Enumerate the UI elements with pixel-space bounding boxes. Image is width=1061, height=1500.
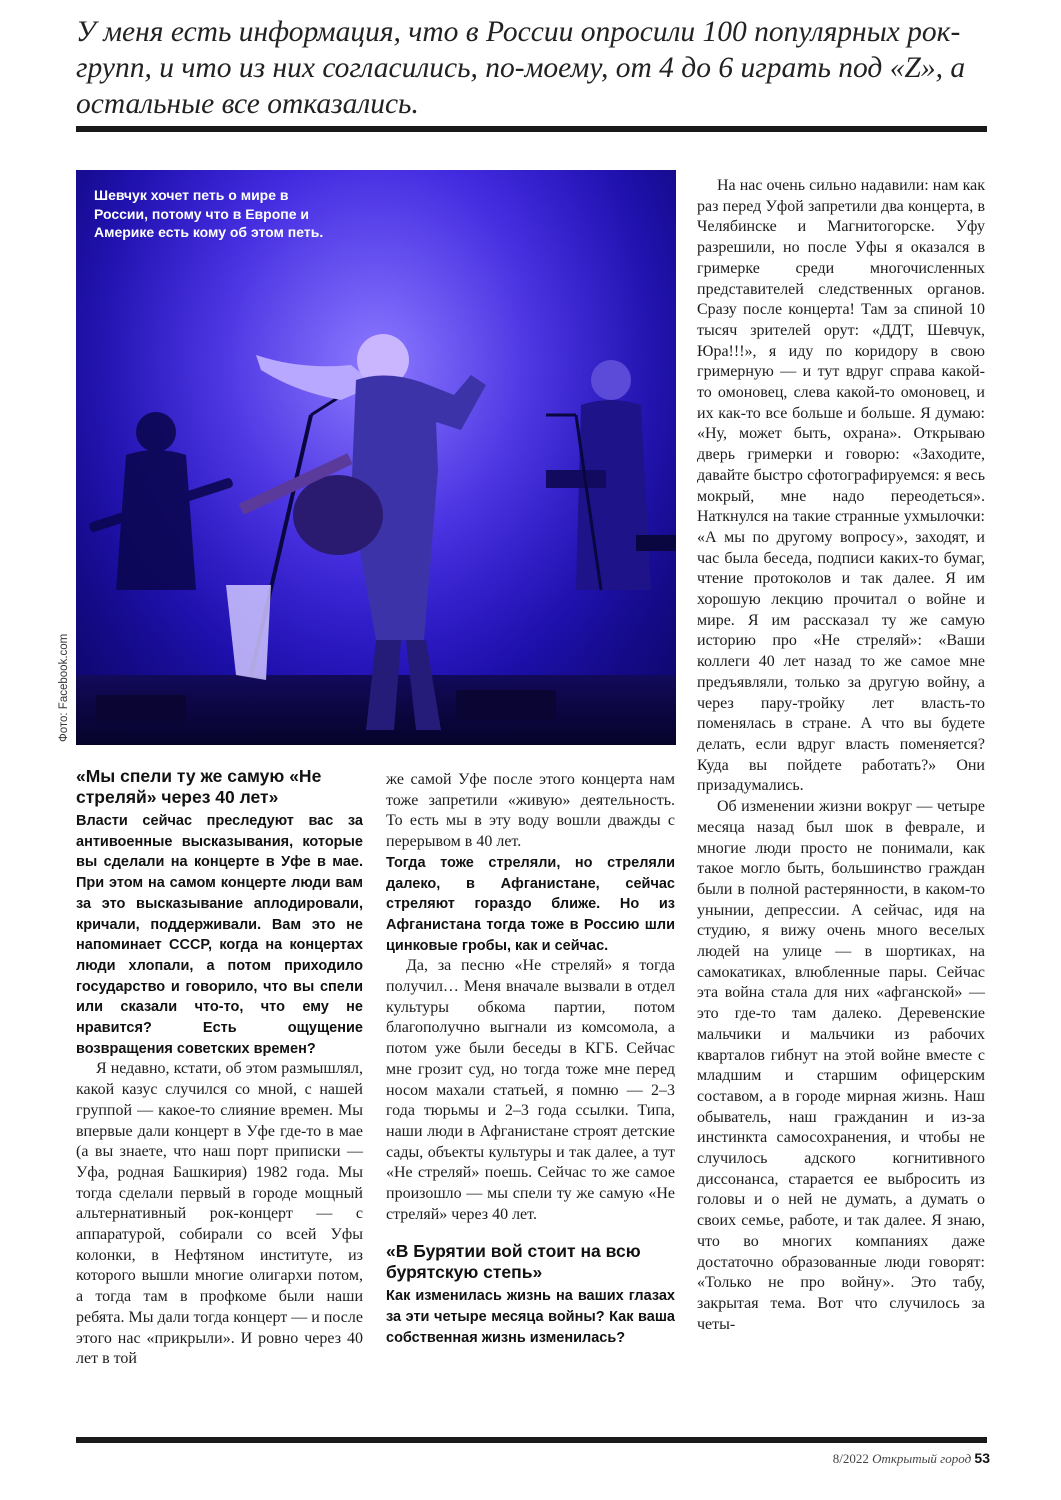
page-number: 53 <box>974 1450 990 1466</box>
bottom-rule <box>76 1437 987 1443</box>
pull-quote: У меня есть информация, что в России опросили 100 популярных рок-групп, и что из них согласились, по-моему, от 4 до 6 играть под «Z», а остальные все отказались. <box>76 16 966 120</box>
section-heading-1: «Мы спели ту же самую «Не стреляй» через 40 лет» <box>76 766 322 807</box>
interview-question-2: Тогда тоже стреляли, но стреляли далеко, в Афганистане, сейчас стреляют гораздо ближе. Но из Афганистана тогда тоже в Россию шли цинковые гробы, как и сейчас. <box>386 854 675 954</box>
concert-illustration <box>76 170 676 745</box>
issue-number: 8/2022 <box>832 1451 869 1466</box>
interview-answer-4: Об изменении жизни вокруг — четыре месяца назад был шок в феврале, и многие люди просто не понимали, как такое могло быть, большинство граждан были в полной растерянности, в каком-то унынии, депрессии. А сейчас, идя на студию, я вижу очень много веселых людей на улице — в шортиках, на самокатиках, влюбленные пары. Сейчас эта война стала для них «афганской» — это где-то там далеко. Деревенские мальчики и мальчики из рабочих кварталов гибнут на этой войне вместе с младшим и старшим офицерским составом, а в городе мирная жизнь. Наш обыватель, наш гражданин и из-за инстинкта самосохранения, и чтобы не случилось адского когнитивного диссонанса, старается ее выбросить из головы и о ней не думать, а думать о своих семье, работе, и так далее. Я знаю, что во многих компаниях даже достаточно образованные люди говорят: «Только не про войну». Это табу, закрытая тема. Вот что случилось за четы- <box>697 798 985 1333</box>
interview-question-3: Как изменилась жизнь на ваших глазах за эти четыре месяца войны? Как ваша собственная жизнь изменилась? <box>386 1288 675 1346</box>
magazine-name: Открытый город <box>872 1451 972 1466</box>
photo-credit: Фото: Facebook.com <box>58 633 70 742</box>
page-footer <box>800 1450 990 1467</box>
interview-question-1: Власти сейчас преследуют вас за антивоенные высказывания, которые вы сделали на концерте в Уфе в мае. При этом на самом концерте люди вам за это высказывание аплодировали, кричали, поддерживали. Вам это не напоминает СССР, когда на концертах люди хлопали, а потом приходило государство и говорило, что вы спели или сказали что-то, что ему не нравится? Есть ощущение возвращения советских времен? <box>76 813 363 1057</box>
article-column-2 <box>386 770 675 1349</box>
interview-answer-1-continued: же самой Уфе после этого концерта нам тоже запретили «живую» деятельность. То есть мы в эту воду вошли дважды с перерывом в 40 лет. <box>386 771 675 851</box>
interview-answer-2: Да, за песню «Не стреляй» я тогда получил… Меня вначале вызвали в отдел культуры обкома партии, потом благополучно выгнали из комсомола, а потом уже были беседы в КГБ. Сейчас мне грозит суд, но тогда тоже мне перед носом махали статьей, я помню — 2–3 года тюрьмы и 2–3 года ссылки. Типа, наши люди в Афганистане строят детские сады, объекты культуры и так далее, а тут «Не стреляй» поешь. Сейчас то же самое произошло — мы спели ту же самую «Не стреляй» через 40 лет. <box>386 957 675 1223</box>
concert-photo <box>76 170 676 745</box>
article-column-1 <box>76 766 363 1370</box>
interview-answer-1: Я недавно, кстати, об этом размышлял, какой казус случился со мной, с нашей группой — какое-то слияние времен. Мы впервые дали концерт в Уфе где-то в мае (а вы знаете, что наш порт приписки — Уфа, родная Башкирия) 1982 года. Мы тогда сделали первый в городе мощный альтернативный рок-концерт — с аппаратурой, собирали со всей Уфы колонки, в Нефтяном институте, из которого вышли многие олигархи потом, а тогда там в профкоме были наши ребята. Мы дали тогда концерт — и после этого нас «прикрыли». И ровно через 40 лет в той <box>76 1060 363 1368</box>
top-rule <box>76 126 987 132</box>
interview-answer-3: На нас очень сильно надавили: нам как раз перед Уфой запретили два концерта, в Челябинске и Магнитогорске. Уфу разрешили, но после Уфы я оказался в гримерке среди многочисленных представителей следственных органов. Сразу после концерта! Там за спиной 10 тысяч зрителей орут: «ДДТ, Шевчук, Юра!!!», я иду по коридору в свою гримерную — и тут вдруг справа какой-то омоновец, слева какой-то омоновец, и их как-то все больше и больше. Я думаю: «Ну, может быть, охрана». Открываю дверь гримерки и говорю: «Заходите, давайте быстро сфотографируемся: я весь мокрый, мне надо переодеться». Наткнулся на такие странные ухмылочки: «А мы по другому вопросу», заходят, и час была беседа, подписи каких-то бумаг, чтение протоколов и так далее. Я им хорошую лекцию прочитал о войне и мире. Я им рассказал ту же самую историю про «Не стреляй»: «Ваши коллеги 40 лет назад то же самое мне предъявляли, только за другую войну, а через пару-тройку лет власть-то поменялась в стране. А что вы будете делать, если вдруг власть поменяется? Куда вы пойдете работать?» Они призадумались. <box>697 177 985 795</box>
photo-caption: Шевчук хочет петь о мире в России, потому что в Европе и Америке есть кому об этом петь. <box>94 187 324 240</box>
section-heading-2: «В Бурятии вой стоит на всю бурятскую степь» <box>386 1241 641 1283</box>
article-column-3 <box>697 176 985 1335</box>
